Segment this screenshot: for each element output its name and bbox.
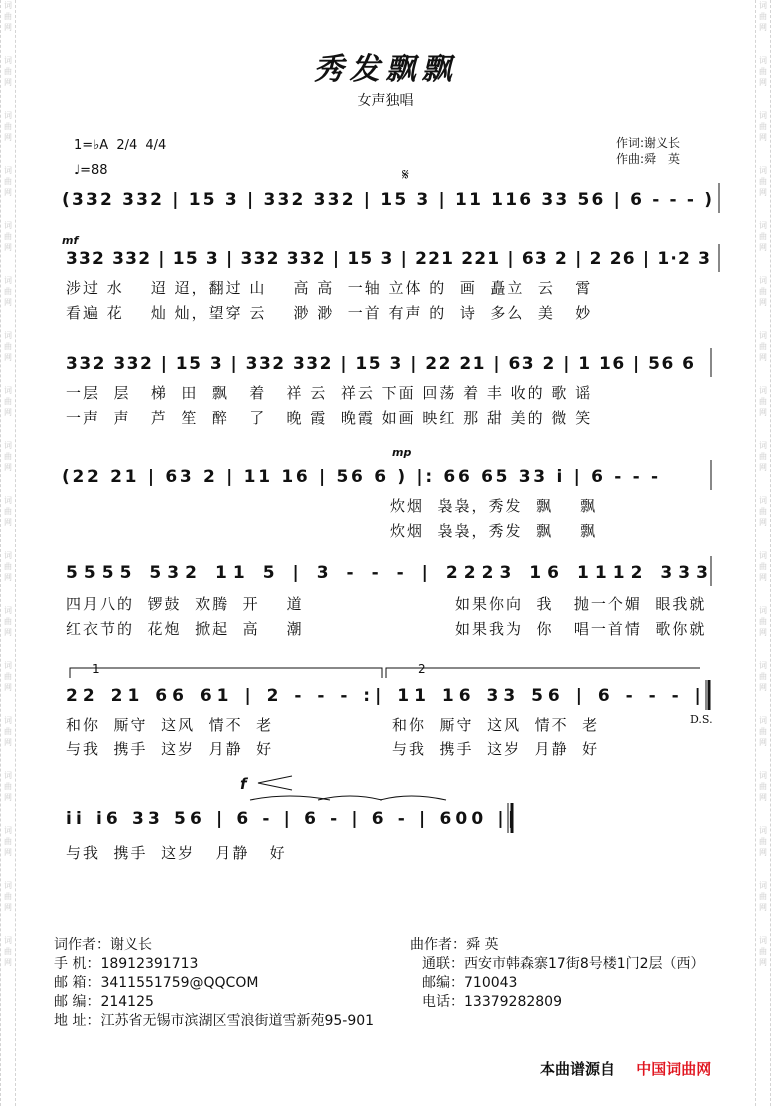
watermark-char: 网 (759, 683, 767, 692)
watermark-char: 词 (759, 166, 767, 175)
watermark-char: 曲 (4, 837, 12, 846)
watermark-char: 曲 (759, 232, 767, 241)
watermark-char: 曲 (759, 727, 767, 736)
watermark-char: 词 (4, 56, 12, 65)
composer-zip: 邮编：710043 (422, 975, 518, 991)
lyric-line-7: 与我 携手 这岁 月静 好 (66, 844, 287, 862)
watermark-char: 网 (4, 133, 12, 142)
watermark-char: 曲 (759, 782, 767, 791)
watermark-char: 网 (759, 848, 767, 857)
watermark-char: 词 (759, 331, 767, 340)
watermark-char: 词 (4, 386, 12, 395)
lyricist-name: 谢义长 (110, 937, 152, 953)
watermark-char: 词 (759, 551, 767, 560)
watermark-char: 曲 (4, 67, 12, 76)
score-line-6: 22 21 66 61 | 2 - - - :| 11 16 33 56 | 6 - - - || (66, 686, 712, 706)
watermark-char: 网 (759, 738, 767, 747)
watermark-char: 词 (4, 111, 12, 120)
composer-address: 通联：西安市韩森寨17街8号楼1门2层（西） (422, 956, 705, 972)
watermark-char: 曲 (4, 12, 12, 21)
watermark-char: 网 (759, 23, 767, 32)
lyricist-label: 词作者： (54, 937, 110, 953)
lyricist-email: 邮 箱：3411551759@QQCOM (54, 975, 259, 991)
composer-credit: 作曲:舜 英 (616, 152, 681, 166)
watermark-char: 曲 (759, 67, 767, 76)
lyric-line-2b: 看遍 花 灿 灿，望穿 云 渺 渺 一首 有声 的 诗 多么 美 妙 (66, 304, 593, 322)
score-line-1: (332 332 | 15 3 | 332 332 | 15 3 | 11 116 33 56 | 6 - - - ) (62, 190, 712, 210)
watermark-char: 词 (4, 496, 12, 505)
watermark-char: 网 (759, 463, 767, 472)
watermark-char: 网 (4, 683, 12, 692)
time-signature-b: 4/4 (145, 138, 167, 153)
watermark-char: 曲 (759, 507, 767, 516)
score-line-7: ii i6 33 56 | 6 - | 6 - | 6 - | 600 || (66, 809, 514, 829)
watermark-char: 词 (4, 166, 12, 175)
watermark-char: 词 (759, 221, 767, 230)
watermark-char: 曲 (759, 562, 767, 571)
song-subtitle: 女声独唱 (357, 93, 414, 109)
song-title: 秀发飘飘 (313, 52, 458, 87)
lyricist-contact (54, 936, 374, 1031)
key-label: 1=♭A (74, 138, 109, 153)
composer-phone: 电话：13379282809 (422, 994, 562, 1010)
dynamic-mp: mp (392, 446, 412, 459)
lyricist-zip: 邮 编：214125 (54, 994, 154, 1010)
watermark-char: 曲 (4, 452, 12, 461)
watermark-char: 词 (4, 441, 12, 450)
watermark-char: 词 (4, 661, 12, 670)
watermark-char: 曲 (759, 397, 767, 406)
watermark-char: 曲 (4, 617, 12, 626)
watermark-char: 网 (759, 78, 767, 87)
volta-1-label: 1 (92, 662, 100, 676)
watermark-char: 曲 (759, 12, 767, 21)
watermark-char: 词 (759, 1, 767, 10)
source-line (540, 1058, 711, 1079)
tempo-marking: ♩=88 (74, 163, 108, 178)
watermark-char: 曲 (4, 122, 12, 131)
watermark-char: 曲 (4, 177, 12, 186)
watermark-char: 词 (4, 771, 12, 780)
source-brand-link[interactable]: 中国词曲网 (636, 1060, 712, 1078)
lyric-line-5d: 如果我为 你 唱一首情 歌你就 (455, 620, 707, 638)
watermark-char: 网 (759, 573, 767, 582)
lyric-line-4b: 炊烟 袅袅，秀发 飘 飘 (390, 522, 598, 540)
watermark-char: 词 (4, 881, 12, 890)
watermark-char: 曲 (4, 507, 12, 516)
watermark-char: 网 (4, 408, 12, 417)
lyric-line-6c: 和你 厮守 这风 情不 老 (392, 716, 600, 734)
watermark-char: 网 (4, 573, 12, 582)
watermark-char: 网 (759, 518, 767, 527)
watermark-char: 网 (4, 958, 12, 967)
score-line-5: 5555 532 11 5 | 3 - - - | 2223 16 1112 333 (66, 563, 708, 583)
watermark-char: 网 (759, 353, 767, 362)
watermark-char: 曲 (4, 892, 12, 901)
lyric-line-6d: 与我 携手 这岁 月静 好 (392, 740, 600, 758)
lyric-line-3a: 一层 层 梯 田 飘 着 祥 云 祥云 下面 回荡 着 丰 收的 歌 谣 (66, 384, 593, 402)
lyric-line-5b: 红衣节的 花炮 掀起 高 潮 (66, 620, 304, 638)
watermark-char: 词 (4, 1, 12, 10)
watermark-char: 网 (4, 78, 12, 87)
watermark-char: 词 (4, 551, 12, 560)
watermark-char: 网 (4, 848, 12, 857)
watermark-char: 曲 (4, 287, 12, 296)
lyricist-phone: 手 机：18912391713 (54, 956, 199, 972)
watermark-char: 词 (759, 606, 767, 615)
watermark-char: 网 (4, 298, 12, 307)
watermark-char: 曲 (759, 177, 767, 186)
watermark-char: 词 (759, 661, 767, 670)
lyric-line-4a: 炊烟 袅袅，秀发 飘 飘 (390, 497, 598, 515)
watermark-char: 曲 (759, 617, 767, 626)
lyric-line-3b: 一声 声 芦 笙 醉 了 晚 霞 晚霞 如画 映红 那 甜 美的 微 笑 (66, 409, 593, 427)
source-prefix: 本曲谱源自 (540, 1060, 616, 1078)
watermark-char: 词 (4, 716, 12, 725)
score-line-3: 332 332 | 15 3 | 332 332 | 15 3 | 22 21 | 63 2 | 1 16 | 56 6 (66, 354, 694, 374)
ds-mark: D.S. (690, 713, 713, 726)
lyricist-address: 地 址：江苏省无锡市滨湖区雪浪街道雪新苑95-901 (54, 1013, 375, 1029)
watermark-char: 词 (759, 56, 767, 65)
watermark-char: 词 (759, 826, 767, 835)
watermark-char: 词 (4, 221, 12, 230)
watermark-char: 曲 (4, 397, 12, 406)
watermark-char: 词 (4, 606, 12, 615)
watermark-char: 词 (4, 826, 12, 835)
watermark-char: 网 (4, 243, 12, 252)
watermark-char: 词 (759, 771, 767, 780)
watermark-char: 词 (759, 111, 767, 120)
composer-contact (410, 936, 705, 1012)
watermark-char: 曲 (4, 672, 12, 681)
segno-mark: 𝄋 (402, 165, 409, 184)
watermark-char: 网 (4, 23, 12, 32)
watermark-char: 网 (4, 793, 12, 802)
watermark-char: 网 (759, 133, 767, 142)
watermark-char: 词 (4, 936, 12, 945)
watermark-char: 网 (759, 188, 767, 197)
watermark-char: 网 (4, 188, 12, 197)
watermark-char: 曲 (759, 837, 767, 846)
composer-label: 曲作者： (410, 937, 466, 953)
composer-name: 舜 英 (466, 937, 499, 953)
watermark-char: 网 (759, 958, 767, 967)
watermark-char: 曲 (759, 947, 767, 956)
watermark-char: 网 (759, 793, 767, 802)
watermark-char: 曲 (759, 452, 767, 461)
watermark-char: 网 (759, 243, 767, 252)
watermark-char: 词 (4, 331, 12, 340)
watermark-char: 网 (4, 463, 12, 472)
lyricist-credit: 作词:谢义长 (616, 136, 681, 150)
watermark-char: 曲 (4, 782, 12, 791)
watermark-char: 网 (759, 628, 767, 637)
lyric-line-5c: 如果你向 我 抛一个媚 眼我就 (455, 595, 707, 613)
watermark-char: 曲 (759, 892, 767, 901)
watermark-char: 词 (759, 496, 767, 505)
watermark-char: 曲 (4, 232, 12, 241)
watermark-char: 网 (4, 738, 12, 747)
watermark-char: 词 (759, 276, 767, 285)
watermark-char: 词 (759, 936, 767, 945)
watermark-char: 网 (759, 408, 767, 417)
watermark-char: 网 (4, 628, 12, 637)
watermark-char: 词 (759, 441, 767, 450)
watermark-char: 网 (4, 353, 12, 362)
watermark-char: 词 (759, 386, 767, 395)
watermark-char: 曲 (4, 342, 12, 351)
time-signature-a: 2/4 (116, 138, 138, 153)
watermark-char: 曲 (759, 672, 767, 681)
watermark-char: 曲 (4, 727, 12, 736)
watermark-char: 网 (4, 903, 12, 912)
watermark-char: 网 (759, 903, 767, 912)
watermark-char: 曲 (4, 562, 12, 571)
watermark-char: 曲 (759, 342, 767, 351)
watermark-char: 曲 (4, 947, 12, 956)
volta-2-label: 2 (418, 662, 426, 676)
watermark-char: 曲 (759, 287, 767, 296)
dynamic-mf: mf (62, 234, 79, 247)
watermark-char: 曲 (759, 122, 767, 131)
watermark-char: 网 (4, 518, 12, 527)
watermark-char: 词 (4, 276, 12, 285)
score-line-2: 332 332 | 15 3 | 332 332 | 15 3 | 221 221 | 63 2 | 2 26 | 1·2 3 (66, 249, 710, 269)
watermark-char: 词 (759, 881, 767, 890)
watermark-char: 词 (759, 716, 767, 725)
watermark-char: 网 (759, 298, 767, 307)
lyric-line-2a: 涉过 水 迢 迢，翻过 山 高 高 一轴 立体 的 画 矗立 云 霄 (66, 279, 593, 297)
lyric-line-6b: 与我 携手 这岁 月静 好 (66, 740, 274, 758)
lyric-line-6a: 和你 厮守 这风 情不 老 (66, 716, 274, 734)
dynamic-f: f (240, 775, 247, 793)
score-line-4: (22 21 | 63 2 | 11 16 | 56 6 ) |: 66 65 33 i | 6 - - - (62, 467, 658, 487)
lyric-line-5a: 四月八的 锣鼓 欢腾 开 道 (66, 595, 304, 613)
